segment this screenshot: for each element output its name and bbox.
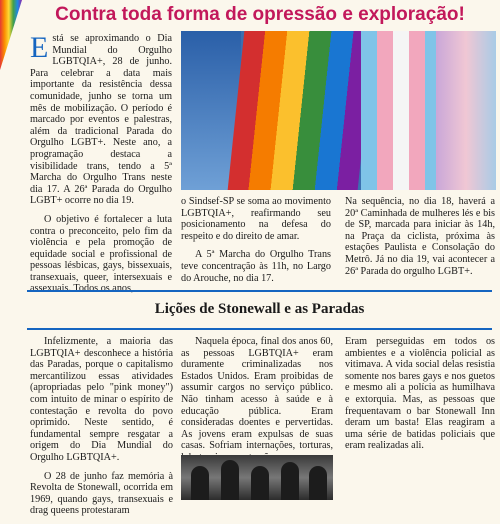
lower-column-1 [30, 336, 173, 524]
right-paragraph-1: Na sequência, no dia 18, haverá a 20ª Caminhada de mulheres lés e bis de SP, marcada para iniciar às 14h, na Praça da ciclista, próxima às estações Paulista e Consolação do Metrô. Já no dia 19, vai acontecer a 26ª Parada do orgulho LGBT+. [345, 196, 495, 277]
rainbow-corner-decoration [0, 0, 22, 70]
section-divider [27, 290, 492, 330]
lower-column-2 [181, 336, 333, 471]
pride-flags-photo [181, 31, 496, 190]
mid-paragraph-1: o Sindsef-SP se soma ao movimento LGBTQIA+, reafirmando seu posicionamento na defesa do respeito e do direito de amar. [181, 196, 331, 242]
intro-paragraph-1 [30, 33, 172, 207]
mid-column [181, 196, 331, 291]
dropcap-letter: E [30, 31, 49, 64]
stonewall-photo [181, 455, 333, 500]
lower-col3-paragraph-1: Eram perseguidas em todos os ambientes e a violência policial as vitimava. A vida social delas resistia somente nos bares gays e nos guetos e mesmo ali a polícia as humilhava e extorquia. Mas, as pessoas que frequentavam o bar Stonewall Inn deram um basta! Elas reagiram a uma série de batidas policiais que eram realizadas ali. [345, 336, 495, 452]
intro-paragraph-2: O objetivo é fortalecer a luta contra o preconceito, pelo fim da violência e pela promoção de equidade social e profissional de pessoas lésbicas, gays, bissexuais, transexuais, queer, intersexuais e assexuais. Todos os anos, [30, 213, 172, 295]
right-column [345, 196, 495, 284]
lower-col1-paragraph-1: Infelizmente, a maioria das LGBTQIA+ desconhece a história das Paradas, porque o capitalismo mercantilizou essas atividades (apropriadas pelo "pink money") com intuito de minar o espírito de contestação e revolta do povo oprimido. Neste sentido, é fundamental sempre resgatar a origem do Dia Mundial do Orgulho LGBTQIA+. [30, 336, 173, 463]
mid-paragraph-2: A 5ª Marcha do Orgulho Trans teve concentração às 11h, no Largo do Arouche, no dia 17. [181, 249, 331, 284]
lower-col1-paragraph-2: O 28 de junho faz memória à Revolta de Stonewall, ocorrida em 1969, quando gays, transexuais e drag queens protestaram [30, 470, 173, 517]
lower-column-3 [345, 336, 495, 459]
section-title: Lições de Stonewall e as Paradas [154, 301, 365, 317]
intro-column [30, 33, 172, 302]
headline: Contra toda forma de opressão e exploração! [55, 4, 465, 25]
intro-paragraph-1-text: stá se aproximando o Dia Mundial do Orgulho LGBTQIA+, 28 de junho. Para celebrar a data mais importante da resistência dessa comunidade, junho se torna um mês de mobilização. O período é marcado por eventos e palestras, além da tradicional Parada do Orgulho LGBT+. Neste ano, a programação destaca a visibilidade trans, tendo a 5ª Marcha do Orgulho Trans neste dia 17. A 26ª Parada do Orgulho LGBT+ ocorre no dia 19. [30, 33, 172, 207]
lower-col2-paragraph-1: Naquela época, final dos anos 60, as pessoas LGBTQIA+ eram duramente criminalizadas nos Estados Unidos. Eram proibidas de assumir cargos no serviço público. Não tinham acesso à saúde e à educação pública. Eram consideradas doentes e pervertidas. As jovens eram expulsas de suas casas. Sofriam internações, torturas, [181, 336, 333, 452]
